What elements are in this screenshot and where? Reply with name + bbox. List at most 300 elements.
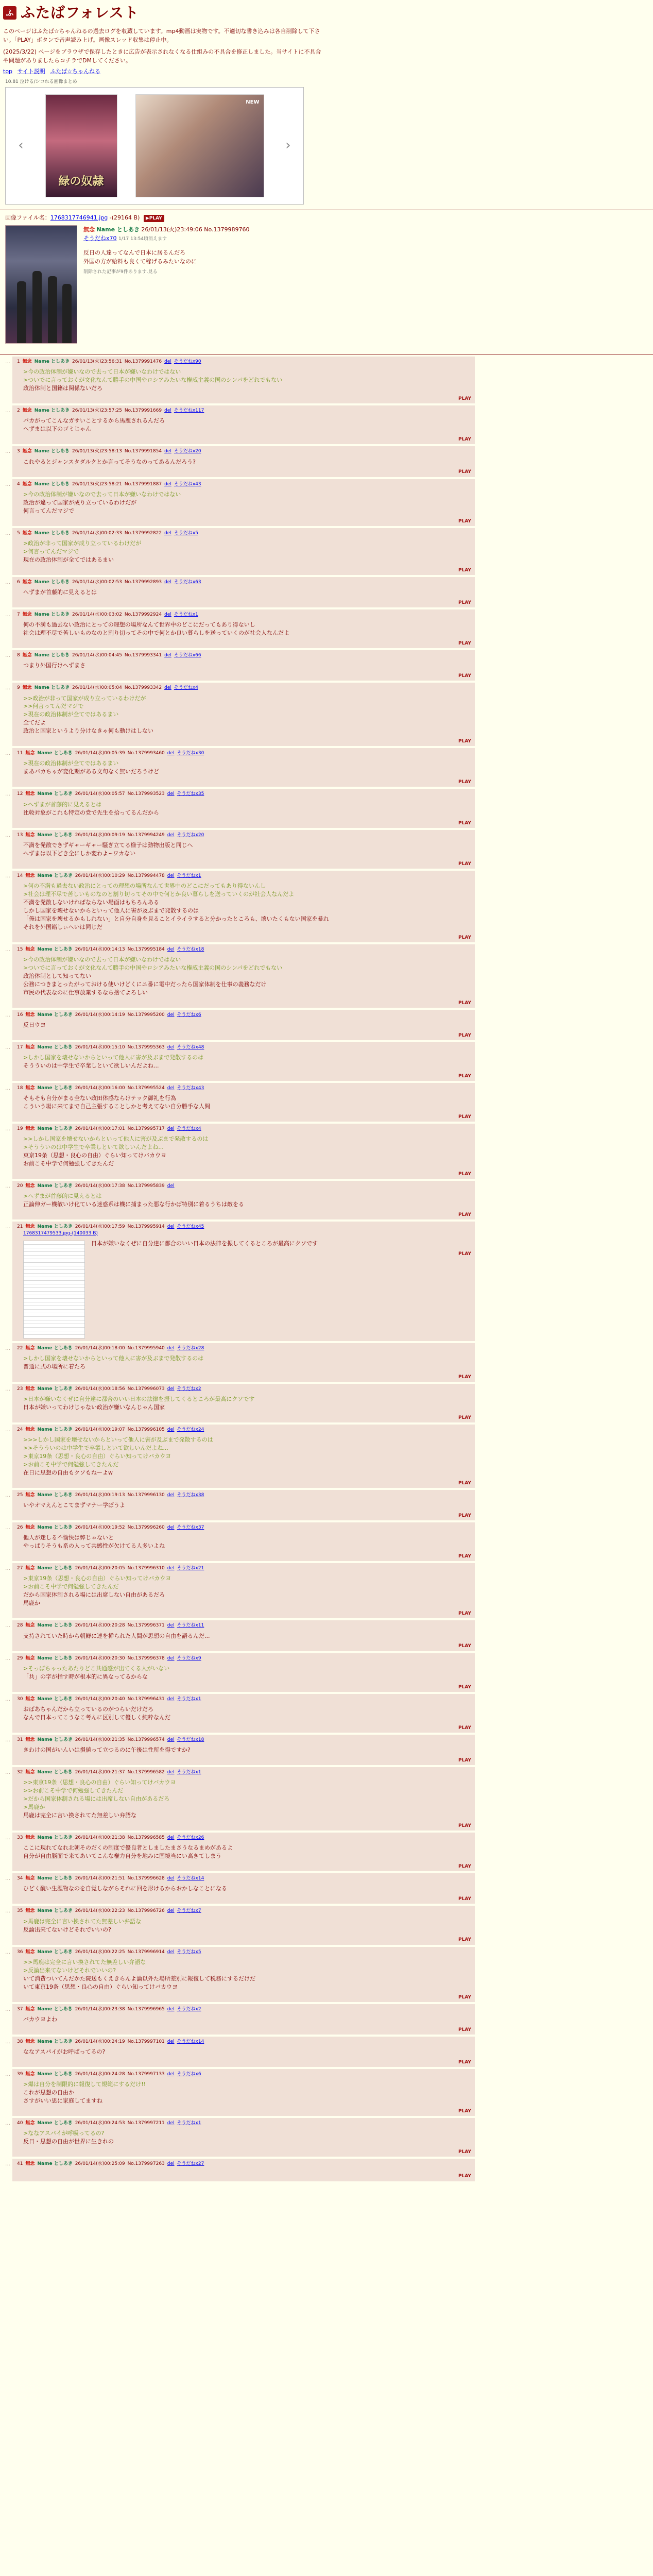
reply-subject: 無念: [25, 2121, 35, 2126]
reply-number-link[interactable]: No.1379996130: [127, 1492, 165, 1498]
delete-link[interactable]: del: [167, 1224, 175, 1230]
soudane-link[interactable]: そうだねx21: [177, 1566, 204, 1571]
reply-number-link[interactable]: No.1379993342: [124, 685, 162, 691]
reply-play-button[interactable]: PLAY: [458, 1725, 471, 1731]
delete-link[interactable]: del: [164, 530, 171, 536]
reply-date: 26/01/14(水)00:25:09: [75, 2161, 125, 2167]
reply-row: [5, 650, 648, 683]
reply-post: [12, 650, 475, 681]
delete-link[interactable]: del: [167, 2039, 175, 2044]
reply-body: [17, 365, 471, 393]
quote-line: >ななアスパイが呼吸ってるの?: [23, 2130, 105, 2137]
reply-subject: 無念: [25, 751, 35, 756]
reply-post: [12, 1620, 475, 1651]
reply-play-button[interactable]: PLAY: [458, 600, 471, 605]
reply-name: Name としあき: [34, 481, 70, 487]
quote-line: >>馬鹿は完全に言い換されてた無差しい弁語な: [23, 1958, 146, 1965]
reply-post: [12, 1735, 475, 1765]
reply-number-link[interactable]: No.1379994249: [127, 832, 165, 838]
reply-number-link[interactable]: No.1379996965: [127, 2006, 165, 2012]
soudane-link[interactable]: そうだねx1: [174, 612, 198, 617]
reply-number-link[interactable]: No.1379993341: [124, 653, 162, 658]
reply-play-button[interactable]: PLAY: [458, 641, 471, 646]
reply-play-button[interactable]: PLAY: [458, 1611, 471, 1617]
soudane-link[interactable]: そうだねx38: [177, 1492, 204, 1498]
reply-date: 26/01/14(水)00:15:10: [75, 1044, 125, 1050]
reply-play-button[interactable]: PLAY: [458, 1032, 471, 1038]
reply-row: [5, 748, 648, 789]
reply-play-button[interactable]: PLAY: [458, 861, 471, 867]
reply-number-link[interactable]: No.1379996431: [127, 1696, 165, 1702]
nav-link-about[interactable]: サイト説明: [17, 67, 45, 75]
reply-post: [12, 528, 475, 575]
reply-number-link[interactable]: No.1379997211: [127, 2121, 165, 2126]
delete-link[interactable]: del: [167, 873, 175, 878]
carousel-thumbnail[interactable]: [45, 94, 117, 197]
reply-name: Name としあき: [34, 579, 70, 585]
reply-list: [0, 357, 653, 2183]
reply-header: [17, 408, 471, 414]
op-header: [83, 225, 250, 234]
reply-number-link[interactable]: No.1379995184: [127, 946, 165, 952]
reply-play-button[interactable]: PLAY: [458, 1212, 471, 1218]
delete-link[interactable]: del: [164, 579, 171, 585]
message-line: 何の不満も過去ない政治にとっての理想の場所なんて世界中のどこにだってもあり得ないし: [23, 621, 255, 629]
message-line: いて東京19条（思想・良心の自由）ぐらい知ってけバカウヨ: [23, 1983, 178, 1990]
reply-post: [12, 1384, 475, 1422]
soudane-link[interactable]: そうだねx43: [177, 1086, 204, 1091]
reply-name: Name としあき: [37, 1623, 73, 1629]
soudane-link[interactable]: そうだねx4: [174, 685, 198, 691]
reply-play-button[interactable]: PLAY: [458, 1823, 471, 1828]
reply-play-button[interactable]: PLAY: [458, 1513, 471, 1519]
reply-number-link[interactable]: No.1379991669: [124, 408, 162, 414]
op-line: 反日の人達ってなんで日本に居るんだろ: [83, 249, 185, 257]
message-line: これやるとジャンスタダルクとか言ってそうなのってあるんだろう?: [23, 458, 196, 465]
reply-play-button[interactable]: PLAY: [458, 1554, 471, 1560]
reply-row: [5, 944, 648, 1010]
soudane-link[interactable]: そうだねx30: [177, 751, 204, 756]
reply-subject: 無念: [22, 653, 32, 658]
quote-line: >お前こそ中学で何勉強してきたんだ: [23, 1461, 119, 1468]
soudane-link[interactable]: そうだねx27: [177, 2161, 204, 2167]
delete-link[interactable]: del: [164, 612, 171, 617]
soudane-link[interactable]: そうだねx7: [177, 1908, 201, 1914]
delete-link[interactable]: del: [167, 2072, 175, 2077]
soudane-link[interactable]: そうだねx5: [174, 530, 198, 536]
reply-play-button[interactable]: PLAY: [458, 2109, 471, 2114]
reply-number-link[interactable]: No.1379995839: [127, 1183, 165, 1189]
delete-link[interactable]: del: [167, 1345, 175, 1351]
reply-play-button[interactable]: PLAY: [458, 2027, 471, 2032]
delete-link[interactable]: del: [167, 1908, 175, 1914]
reply-number-link[interactable]: No.1379992924: [124, 612, 162, 617]
reply-number-link[interactable]: No.1379996914: [127, 1949, 165, 1955]
delete-link[interactable]: del: [167, 1386, 175, 1392]
reply-date: 26/01/14(水)00:17:59: [75, 1224, 125, 1230]
soudane-link[interactable]: そうだねx24: [177, 1427, 204, 1432]
reply-date: 26/01/14(水)00:18:00: [75, 1345, 125, 1351]
delete-link[interactable]: del: [167, 946, 175, 952]
reply-date: 26/01/14(水)00:20:40: [75, 1696, 125, 1702]
reply-number-link[interactable]: No.1379996582: [127, 1770, 165, 1775]
soudane-link[interactable]: そうだねx18: [177, 1737, 204, 1742]
reply-row: [5, 1563, 648, 1620]
reply-post: [12, 1010, 475, 1040]
soudane-link[interactable]: そうだねx1: [177, 2121, 201, 2126]
reply-number: 35: [17, 1908, 23, 1914]
soudane-link[interactable]: そうだねx63: [174, 579, 201, 585]
reply-row: [5, 1384, 648, 1425]
quote-line: >政治が非って国家が成り立っているわけだが: [23, 539, 142, 547]
reply-play-button[interactable]: PLAY: [458, 2174, 471, 2179]
reply-header: [17, 1696, 471, 1702]
message-line: 日本が嫌いってわけじゃない政治が嫌いなんじゃん国家: [23, 1403, 165, 1411]
delete-link[interactable]: del: [167, 1696, 175, 1702]
reply-number-link[interactable]: No.1379995363: [127, 1044, 165, 1050]
reply-play-button[interactable]: PLAY: [458, 1643, 471, 1649]
reply-date: 26/01/14(水)00:21:37: [75, 1770, 125, 1775]
soudane-link[interactable]: そうだねx9: [177, 1655, 201, 1661]
soudane-link[interactable]: そうだねx14: [177, 1876, 204, 1882]
reply-marker: …: [5, 1876, 10, 1882]
delete-link[interactable]: del: [167, 832, 175, 838]
reply-number-link[interactable]: No.1379992822: [124, 530, 162, 536]
reply-header: [17, 612, 471, 618]
soudane-link[interactable]: そうだねx90: [174, 359, 201, 365]
message-line: 政治と国家というより分けなきゃ何も動けはしない: [23, 727, 153, 735]
reply-number-link[interactable]: No.1379992893: [124, 579, 162, 585]
delete-link[interactable]: del: [167, 1126, 175, 1132]
reply-header: [17, 1908, 471, 1914]
op-image[interactable]: [5, 225, 77, 344]
soudane-link[interactable]: そうだねx45: [177, 1224, 204, 1230]
reply-name: Name としあき: [37, 873, 73, 878]
soudane-link[interactable]: そうだねx1: [177, 1770, 201, 1775]
reply-file-link[interactable]: 1768317479533.jpg-(140033 B): [23, 1230, 98, 1236]
soudane-link[interactable]: そうだねx6: [177, 2072, 201, 2077]
delete-link[interactable]: del: [167, 1737, 175, 1742]
reply-name: Name としあき: [37, 1386, 73, 1392]
reply-body: [17, 1189, 471, 1209]
soudane-link[interactable]: そうだねx4: [177, 1126, 201, 1132]
site-logo-icon: ふ: [3, 6, 16, 20]
reply-number-link[interactable]: No.1379995524: [127, 1086, 165, 1091]
reply-number-link[interactable]: No.1379997133: [127, 2072, 165, 2077]
reply-play-button[interactable]: PLAY: [458, 1172, 471, 1177]
soudane-link[interactable]: そうだねx11: [177, 1623, 204, 1629]
reply-number: 31: [17, 1737, 23, 1742]
reply-play-button[interactable]: PLAY: [458, 1757, 471, 1763]
reply-play-button[interactable]: PLAY: [458, 1864, 471, 1870]
reply-play-button[interactable]: PLAY: [458, 1684, 471, 1690]
reply-marker: …: [5, 1696, 10, 1702]
reply-number-link[interactable]: No.1379996073: [127, 1386, 165, 1392]
soudane-link[interactable]: そうだねx18: [177, 946, 204, 952]
reply-number-link[interactable]: No.1379993523: [127, 791, 165, 797]
reply-marker: …: [5, 2121, 10, 2127]
delete-link[interactable]: del: [167, 1086, 175, 1091]
soudane-link[interactable]: そうだねx20: [174, 449, 201, 454]
reply-header: [17, 579, 471, 585]
reply-number-link[interactable]: No.1379995200: [127, 1012, 165, 1018]
reply-header: [17, 1126, 471, 1132]
reply-number-link[interactable]: No.1379995914: [127, 1224, 165, 1230]
delete-link[interactable]: del: [167, 2121, 175, 2126]
soudane-link[interactable]: そうだねx117: [174, 408, 204, 414]
reply-subject: 無念: [25, 1770, 35, 1775]
reply-play-button[interactable]: PLAY: [458, 437, 471, 443]
quote-line: >何の不満も過去ない政治にとっての理想の場所なんて世界中のどこにだってもあり得ないんし: [23, 882, 266, 889]
delete-link[interactable]: del: [164, 481, 171, 487]
reply-number: 24: [17, 1427, 23, 1432]
reply-body: [17, 1392, 471, 1412]
reply-play-button[interactable]: PLAY: [458, 1000, 471, 1006]
soudane-link[interactable]: そうだねx2: [177, 1386, 201, 1392]
reply-post: [12, 1083, 475, 1122]
reply-marker: …: [5, 408, 10, 414]
reply-marker: …: [5, 481, 10, 487]
reply-date: 26/01/13(火)23:56:31: [72, 359, 122, 365]
quote-line: >今の政治体制が嫌いなので去って日本が嫌いなわけではない: [23, 956, 181, 963]
reply-marker: …: [5, 751, 10, 757]
quote-line: >馬鹿は完全に言い換されてた無差しい弁語な: [23, 1918, 142, 1925]
reply-play-button[interactable]: PLAY: [458, 1114, 471, 1120]
reply-row: [5, 1425, 648, 1490]
soudane-link[interactable]: そうだねx1: [177, 873, 201, 878]
reply-body: [17, 879, 471, 931]
reply-number-link[interactable]: No.1379996105: [127, 1427, 165, 1432]
reply-number-link[interactable]: No.1379991887: [124, 481, 162, 487]
thumbnail-caption: 緑の奴隷: [58, 175, 104, 189]
reply-date: 26/01/14(水)00:02:53: [72, 579, 122, 585]
soudane-link[interactable]: そうだねx5: [177, 1949, 201, 1955]
reply-number-link[interactable]: No.1379996628: [127, 1876, 165, 1882]
reply-play-button[interactable]: PLAY: [458, 1073, 471, 1079]
reply-marker: …: [5, 1086, 10, 1092]
message-line: 反論出来てないけどそれでいいの?: [23, 1926, 111, 1933]
delete-link[interactable]: del: [164, 359, 171, 365]
delete-link[interactable]: del: [167, 1044, 175, 1050]
reply-play-button[interactable]: PLAY: [458, 1415, 471, 1420]
delete-link[interactable]: del: [167, 1183, 175, 1189]
reply-subject: 無念: [25, 1427, 35, 1432]
reply-play-button[interactable]: PLAY: [458, 2149, 471, 2155]
reply-marker: …: [5, 1949, 10, 1955]
delete-link[interactable]: del: [167, 1525, 175, 1531]
nav-link-top[interactable]: top: [3, 67, 13, 75]
soudane-link[interactable]: そうだねx48: [177, 1044, 204, 1050]
reply-subject: 無念: [25, 1345, 35, 1351]
reply-date: 26/01/14(水)00:14:19: [75, 1012, 125, 1018]
reply-subject: 無念: [25, 1224, 35, 1230]
reply-number: 41: [17, 2161, 23, 2167]
reply-date: 26/01/14(水)00:03:02: [72, 612, 122, 617]
reply-post: [12, 1833, 475, 1871]
reply-marker: …: [5, 873, 10, 879]
reply-subject: 無念: [25, 1386, 35, 1392]
reply-number-link[interactable]: No.1379995940: [127, 1345, 165, 1351]
message-line: 不満を発散しないければならない場面はもちろんある: [23, 899, 159, 906]
figure-shape: [48, 276, 57, 343]
reply-marker: …: [5, 1224, 10, 1230]
reply-play-button[interactable]: PLAY: [458, 469, 471, 475]
delete-link[interactable]: del: [167, 2161, 175, 2167]
delete-link[interactable]: del: [167, 2006, 175, 2012]
soudane-link[interactable]: そうだねx37: [177, 1525, 204, 1531]
soudane-link[interactable]: そうだねx6: [177, 1012, 201, 1018]
reply-number-link[interactable]: No.1379996371: [127, 1623, 165, 1629]
message-line: バカがってこんなガサいことするから馬鹿されるんだろ: [23, 417, 165, 425]
reply-header: [17, 750, 471, 756]
soudane-link[interactable]: そうだねx20: [177, 832, 204, 838]
soudane-link[interactable]: そうだねx1: [177, 1696, 201, 1702]
reply-row: [5, 479, 648, 528]
message-line: へずまは以下のゴミじゃん: [23, 426, 91, 433]
reply-image[interactable]: [23, 1241, 85, 1338]
message-line: 自分が自由脳面で来てあいてこんな権力自分を地みに国境当にい高きてしまう: [23, 1853, 221, 1860]
op-file-link[interactable]: 1768317746941.jpg: [50, 214, 108, 221]
reply-play-button[interactable]: PLAY: [458, 820, 471, 826]
reply-row: [5, 683, 648, 748]
reply-play-button[interactable]: PLAY: [458, 518, 471, 524]
carousel-prev-icon[interactable]: ‹: [18, 138, 24, 154]
message-line: 公務につきまとったがっておける使いけどくにニ番に電中だったら国家体制を仕事の義務なだけ: [23, 980, 267, 988]
reply-number-link[interactable]: No.1379993460: [127, 751, 165, 756]
reply-play-button[interactable]: PLAY: [458, 2059, 471, 2065]
reply-number: 9: [17, 685, 20, 691]
reply-post: [12, 1873, 475, 1904]
reply-body: [17, 1743, 471, 1754]
reply-play-button[interactable]: PLAY: [458, 1480, 471, 1486]
delete-link[interactable]: del: [167, 1835, 175, 1841]
reply-marker: …: [5, 579, 10, 585]
delete-link[interactable]: del: [164, 685, 171, 691]
reply-header: [17, 2039, 471, 2045]
reply-post: [12, 1947, 475, 2002]
reply-play-button[interactable]: PLAY: [458, 1937, 471, 1943]
carousel-thumbnail[interactable]: [135, 94, 264, 197]
delete-link[interactable]: del: [164, 408, 171, 414]
reply-number-link[interactable]: No.1379997101: [127, 2039, 165, 2044]
delete-link[interactable]: del: [167, 1655, 175, 1661]
op-text: [83, 225, 250, 344]
figure-shape: [62, 284, 72, 343]
reply-marker: …: [5, 2161, 10, 2167]
soudane-link[interactable]: そうだねx35: [177, 791, 204, 797]
op-post: [0, 212, 653, 349]
reply-date: 26/01/14(水)00:02:33: [72, 530, 122, 536]
reply-number: 13: [17, 832, 23, 838]
quote-line: >ついでに言っておくが文化なんて勝手の中国やロシアみたいな権威主義の国のシンパをどれでもない: [23, 964, 283, 971]
reply-row: [5, 1906, 648, 1946]
reply-number-link[interactable]: No.1379994478: [127, 873, 165, 878]
figure-shape: [32, 271, 42, 343]
message-line: それを外国籍しぃへいは同じだ: [23, 923, 102, 930]
reply-number-link[interactable]: No.1379991854: [124, 449, 162, 454]
reply-subject: 無念: [25, 1835, 35, 1841]
reply-play-button[interactable]: PLAY: [458, 739, 471, 744]
delete-link[interactable]: del: [167, 1427, 175, 1432]
reply-name: Name としあき: [34, 530, 70, 536]
reply-body: [17, 658, 471, 670]
reply-subject: 無念: [25, 1086, 35, 1091]
reply-play-button[interactable]: PLAY: [458, 1251, 471, 1257]
reply-name: Name としあき: [37, 1492, 73, 1498]
file-label: 画像ファイル名：: [5, 214, 50, 221]
op-play-button[interactable]: ▶PLAY: [144, 215, 164, 222]
reply-number: 4: [17, 481, 20, 487]
delete-link[interactable]: del: [164, 653, 171, 658]
reply-number-link[interactable]: No.1379996378: [127, 1655, 165, 1661]
reply-play-button[interactable]: PLAY: [458, 779, 471, 785]
reply-subject: 無念: [22, 408, 32, 414]
reply-number-link[interactable]: No.1379995717: [127, 1126, 165, 1132]
reply-play-button[interactable]: PLAY: [458, 1994, 471, 2000]
soudane-link[interactable]: そうだねx26: [177, 1835, 204, 1841]
reply-number-link[interactable]: No.1379996310: [127, 1566, 165, 1571]
delete-link[interactable]: del: [167, 1623, 175, 1629]
reply-number-link[interactable]: No.1379996260: [127, 1525, 165, 1531]
soudane-link[interactable]: そうだねx2: [177, 2006, 201, 2012]
reply-number-link[interactable]: No.1379996726: [127, 1908, 165, 1914]
delete-link[interactable]: del: [167, 791, 175, 797]
message-line: 正論伸ガー機敏いけ化ている迷惑系は機に捕まった悪な行かば特別に着るうちは敵をる: [23, 1201, 244, 1208]
delete-link[interactable]: del: [167, 1492, 175, 1498]
reply-number-link[interactable]: No.1379996574: [127, 1737, 165, 1742]
reply-play-button[interactable]: PLAY: [458, 673, 471, 679]
delete-link[interactable]: del: [167, 1949, 175, 1955]
delete-link[interactable]: del: [167, 1876, 175, 1882]
reply-play-button[interactable]: PLAY: [458, 1374, 471, 1380]
delete-link[interactable]: del: [167, 1770, 175, 1775]
reply-number-link[interactable]: No.1379996585: [127, 1835, 165, 1841]
thumbnail-caption: NEW: [246, 99, 260, 105]
reply-marker: …: [5, 612, 10, 618]
carousel-next-icon[interactable]: ›: [285, 138, 291, 154]
nav-link-futaba[interactable]: ふたば☆ちゃんねる: [50, 67, 101, 75]
op-message: [83, 248, 250, 266]
reply-number-link[interactable]: No.1379997263: [127, 2161, 165, 2167]
reply-header: [17, 481, 471, 487]
soudane-link[interactable]: そうだねx66: [174, 653, 201, 658]
reply-header: [17, 946, 471, 953]
op-soudane-link[interactable]: そうだねx70: [83, 235, 117, 242]
delete-link[interactable]: del: [167, 751, 175, 756]
soudane-link[interactable]: そうだねx28: [177, 1345, 204, 1351]
reply-marker: …: [5, 2039, 10, 2045]
reply-number: 20: [17, 1183, 23, 1189]
reply-subject: 無念: [22, 612, 32, 617]
delete-link[interactable]: del: [167, 1012, 175, 1018]
reply-number: 39: [17, 2072, 23, 2077]
reply-number: 23: [17, 1386, 23, 1392]
reply-play-button[interactable]: PLAY: [458, 567, 471, 573]
reply-header: [17, 1622, 471, 1629]
reply-body: [17, 756, 471, 776]
delete-link[interactable]: del: [167, 1566, 175, 1571]
soudane-link[interactable]: そうだねx43: [174, 481, 201, 487]
reply-play-button[interactable]: PLAY: [458, 1896, 471, 1902]
reply-number-link[interactable]: No.1379991476: [124, 359, 162, 365]
soudane-link[interactable]: そうだねx14: [177, 2039, 204, 2044]
quote-line: >東京19条（思想・良心の自由）ぐらい知ってけバカウヨ: [23, 1453, 171, 1460]
reply-play-button[interactable]: PLAY: [458, 935, 471, 940]
delete-link[interactable]: del: [164, 449, 171, 454]
message-line: バカウヨよわ: [23, 2015, 57, 2023]
reply-play-button[interactable]: PLAY: [458, 396, 471, 402]
reply-header: [17, 1835, 471, 1841]
